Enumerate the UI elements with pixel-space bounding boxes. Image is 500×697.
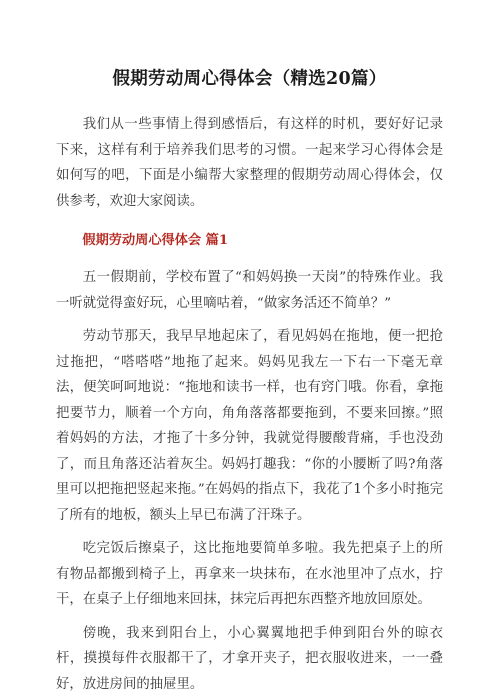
body-paragraph-2: 劳动节那天，我早早地起床了，看见妈妈在拖地，便一把抢过拖把，“嗒嗒嗒”地拖了起来。妈妈见我左一下右一下毫无章法，便笑呵呵地说：“拖地和读书一样，也有窍门哦。你看，拿拖把要节力，顺着一个方向，角角落落都要拖到，不要来回擦。”照着妈妈的方法，才拖了十多分钟，我就觉得腰酸背痛，手也没劲了，而且角落还沾着灰尘。妈妈打趣我：“你的小腰断了吗?角落里可以把拖把竖起来拖。”在妈妈的指点下，我花了1个多小时拖完了所有的地板，额头上早已布满了汗珠子。: [56, 324, 443, 528]
body-paragraph-1: 五一假期前，学校布置了“和妈妈换一天岗”的特殊作业。我一听就觉得蛮好玩，心里嘀咕着，“做家务活还不简单？”: [56, 265, 443, 316]
document-title: 假期劳动周心得体会（精选20篇）: [56, 67, 443, 91]
body-paragraph-4: 傍晚，我来到阳台上，小心翼翼地把手伸到阳台外的晾衣杆，摸摸每件衣服都干了，才拿开夹子，把衣服收进来，一一叠好，放进房间的抽屉里。: [56, 621, 443, 697]
section-heading: 假期劳动周心得体会 篇1: [56, 231, 443, 251]
intro-paragraph: 我们从一些事情上得到感悟后，有这样的时机，要好好记录下来，这样有利于培养我们思考的习惯。一起来学习心得体会是如何写的吧，下面是小编帮大家整理的假期劳动周心得体会，仅供参考，欢迎大家阅读。: [56, 112, 443, 214]
body-paragraph-3: 吃完饭后擦桌子，这比拖地要简单多啦。我先把桌子上的所有物品都搬到椅子上，再拿来一块抹布，在水池里冲了点水，拧干，在桌子上仔细地来回抹，抹完后再把东西整齐地放回原处。: [56, 536, 443, 613]
